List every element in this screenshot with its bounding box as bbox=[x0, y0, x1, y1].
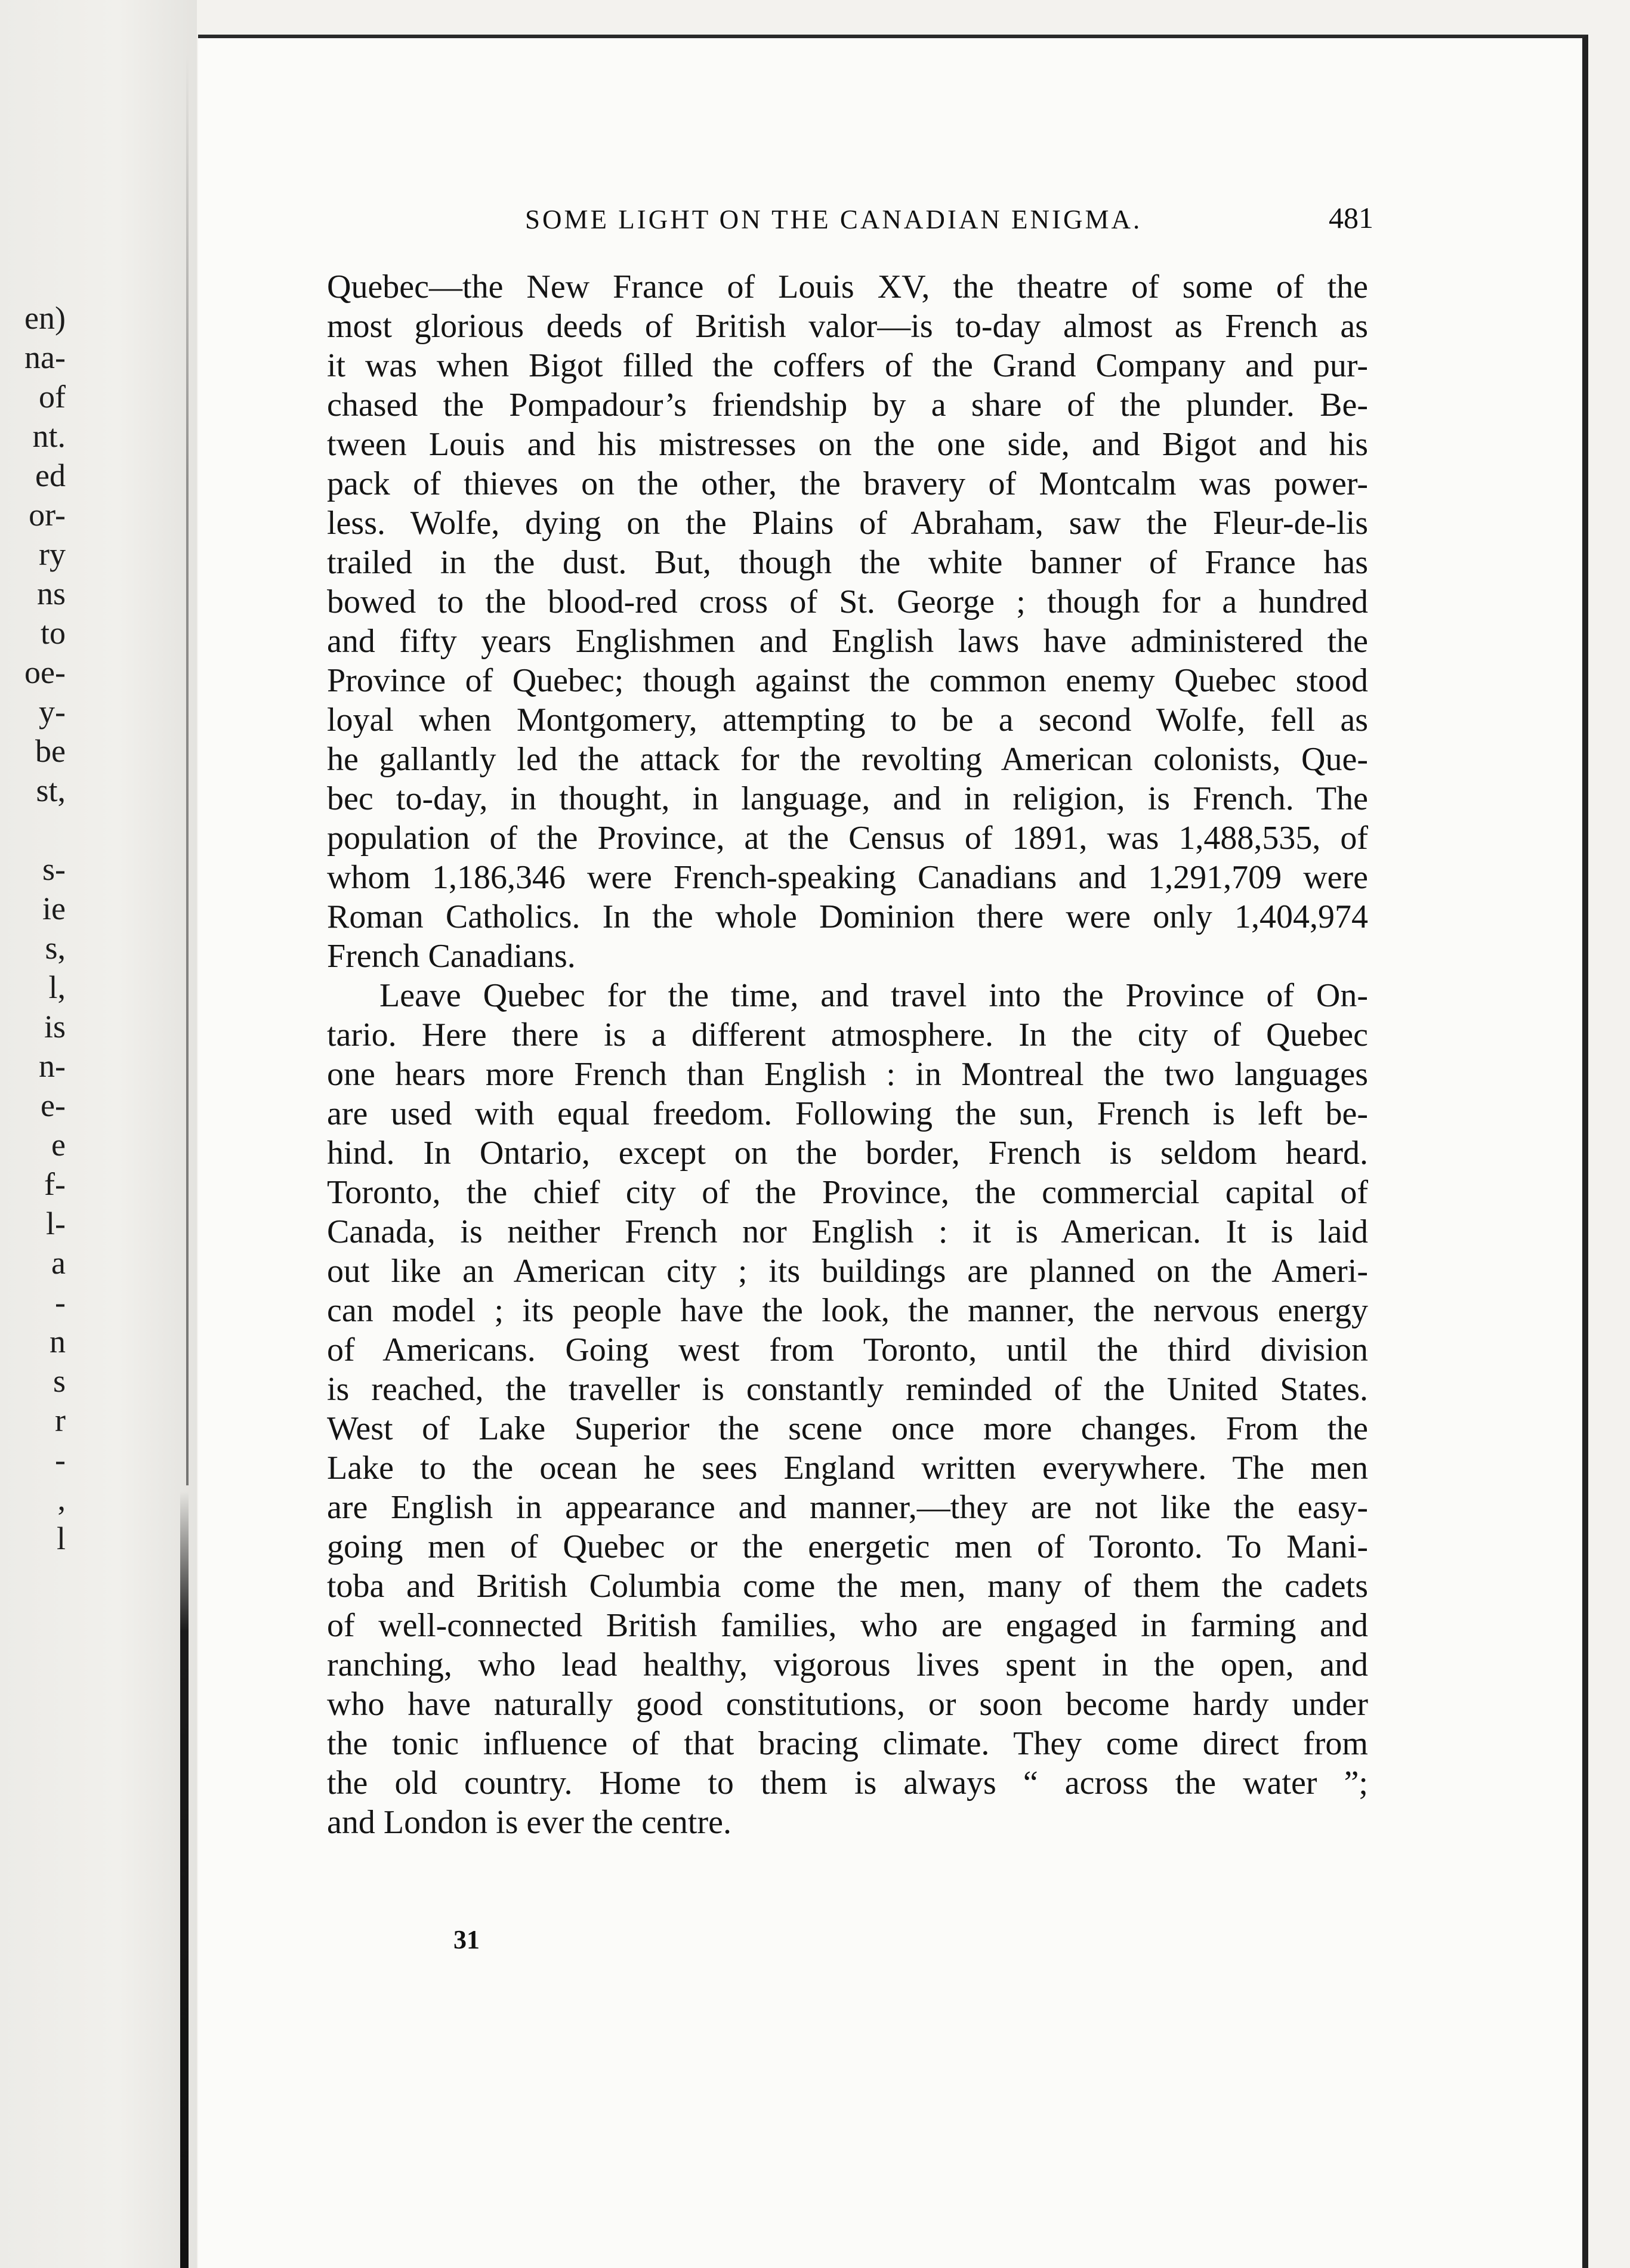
paragraph bbox=[327, 267, 1368, 976]
text-line: of Americans. Going west from Toronto, until the third division bbox=[327, 1331, 1368, 1368]
text-line: Roman Catholics. In the whole Dominion there were only 1,404,974 bbox=[327, 898, 1368, 935]
text-line: are English in appearance and manner,—they are not like the easy- bbox=[327, 1489, 1368, 1526]
text-line: whom 1,186,346 were French-speaking Canadians and 1,291,709 were bbox=[327, 859, 1368, 896]
margin-fragment: s- bbox=[42, 851, 66, 887]
text-line: toba and British Columbia come the men, many of them the cadets bbox=[327, 1568, 1368, 1605]
text-line: trailed in the dust. But, though the white banner of France has bbox=[327, 544, 1368, 581]
text-line: tario. Here there is a different atmosphere. In the city of Quebec bbox=[327, 1016, 1368, 1053]
text-line: Province of Quebec; though against the common enemy Quebec stood bbox=[327, 662, 1368, 699]
text-line: ranching, who lead healthy, vigorous lives spent in the open, and bbox=[327, 1646, 1368, 1683]
text-line: Toronto, the chief city of the Province, the commercial capital of bbox=[327, 1174, 1368, 1211]
margin-fragment: ie bbox=[42, 891, 66, 926]
margin-fragment bbox=[0, 810, 66, 849]
text-line: French Canadians. bbox=[327, 938, 576, 975]
margin-fragment: - bbox=[55, 1284, 66, 1320]
body-text bbox=[327, 267, 1368, 1842]
margin-fragment: st, bbox=[36, 773, 66, 808]
margin-fragment: s, bbox=[45, 930, 66, 966]
text-line: most glorious deeds of British valor—is to-day almost as French as bbox=[327, 308, 1368, 345]
margin-fragment: - bbox=[55, 1442, 66, 1478]
text-line: out like an American city ; its buildings are planned on the Ameri- bbox=[327, 1253, 1368, 1290]
text-line: the tonic influence of that bracing climate. They come direct from bbox=[327, 1725, 1368, 1762]
signature-mark: 31 bbox=[453, 1925, 480, 1954]
text-line: of well-connected British families, who are engaged in farming and bbox=[327, 1607, 1368, 1644]
margin-fragment: ns bbox=[36, 576, 66, 611]
text-line: Quebec—the New France of Louis XV, the theatre of some of the bbox=[327, 268, 1368, 305]
margin-fragment: en) bbox=[24, 300, 66, 336]
text-line: can model ; its people have the look, the manner, the nervous energy bbox=[327, 1292, 1368, 1329]
margin-fragment: is bbox=[44, 1009, 66, 1045]
text-line: who have naturally good constitutions, or soon become hardy under bbox=[327, 1686, 1368, 1723]
margin-fragment: be bbox=[35, 733, 66, 769]
text-line: and fifty years Englishmen and English laws have administered the bbox=[327, 623, 1368, 660]
text-line: going men of Quebec or the energetic men of Toronto. To Mani- bbox=[327, 1528, 1368, 1565]
margin-fragment: f- bbox=[44, 1166, 66, 1202]
text-line: West of Lake Superior the scene once more changes. From the bbox=[327, 1410, 1368, 1447]
text-line: Canada, is neither French nor English : it is American. It is laid bbox=[327, 1213, 1368, 1250]
text-line: pack of thieves on the other, the bravery of Montcalm was power- bbox=[327, 465, 1368, 502]
margin-fragment: to bbox=[40, 615, 66, 651]
margin-fragment: l bbox=[56, 1521, 66, 1556]
text-line: hind. In Ontario, except on the border, French is seldom heard. bbox=[327, 1135, 1368, 1172]
page-number: 481 bbox=[1329, 201, 1373, 234]
margin-fragment: l, bbox=[48, 969, 66, 1005]
margin-fragment: oe- bbox=[24, 654, 66, 690]
margin-fragment: , bbox=[57, 1481, 66, 1517]
text-line: is reached, the traveller is constantly reminded of the United States. bbox=[327, 1371, 1368, 1408]
margin-fragment: s bbox=[53, 1363, 66, 1399]
text-line: it was when Bigot filled the coffers of the Grand Company and pur- bbox=[327, 347, 1368, 384]
previous-page-margin bbox=[0, 298, 66, 1558]
text-line: are used with equal freedom. Following the sun, French is left be- bbox=[327, 1095, 1368, 1132]
margin-fragment: or- bbox=[29, 497, 66, 533]
margin-fragment: r bbox=[55, 1402, 66, 1438]
text-line: less. Wolfe, dying on the Plains of Abraham, saw the Fleur-de-lis bbox=[327, 505, 1368, 542]
text-line: tween Louis and his mistresses on the one side, and Bigot and his bbox=[327, 426, 1368, 463]
margin-fragment: ed bbox=[35, 458, 66, 493]
binding-edge bbox=[180, 1491, 189, 2268]
margin-fragment: ry bbox=[39, 536, 66, 572]
text-line: he gallantly led the attack for the revolting American colonists, Que- bbox=[327, 741, 1368, 778]
margin-fragment: na- bbox=[24, 339, 66, 375]
text-line: chased the Pompadour’s friendship by a share of the plunder. Be- bbox=[327, 387, 1368, 424]
text-line: Leave Quebec for the time, and travel into the Province of On- bbox=[379, 977, 1368, 1014]
paragraph bbox=[327, 976, 1368, 1842]
text-line: Lake to the ocean he sees England written everywhere. The men bbox=[327, 1450, 1368, 1487]
text-line: bec to-day, in thought, in language, and in religion, is French. The bbox=[327, 780, 1368, 817]
text-line: one hears more French than English : in Montreal the two languages bbox=[327, 1056, 1368, 1093]
margin-fragment: a bbox=[51, 1245, 66, 1281]
margin-fragment: l- bbox=[46, 1206, 66, 1241]
margin-fragment: nt. bbox=[32, 418, 66, 454]
margin-fragment: y- bbox=[39, 694, 66, 730]
text-line: loyal when Montgomery, attempting to be a second Wolfe, fell as bbox=[327, 702, 1368, 739]
running-head: SOME LIGHT ON THE CANADIAN ENIGMA. bbox=[525, 205, 1143, 234]
binding-shadow bbox=[186, 54, 189, 1485]
margin-fragment: n bbox=[50, 1324, 66, 1359]
margin-fragment: e bbox=[51, 1127, 66, 1163]
text-line: population of the Province, at the Census of 1891, was 1,488,535, of bbox=[327, 820, 1368, 857]
margin-fragment: e- bbox=[41, 1087, 66, 1123]
text-line: and London is ever the centre. bbox=[327, 1804, 731, 1841]
text-line: the old country. Home to them is always “ across the water ”; bbox=[327, 1765, 1368, 1802]
margin-fragment: of bbox=[39, 379, 66, 415]
margin-fragment: n- bbox=[39, 1048, 66, 1084]
text-line: bowed to the blood-red cross of St. George ; though for a hundred bbox=[327, 583, 1368, 620]
